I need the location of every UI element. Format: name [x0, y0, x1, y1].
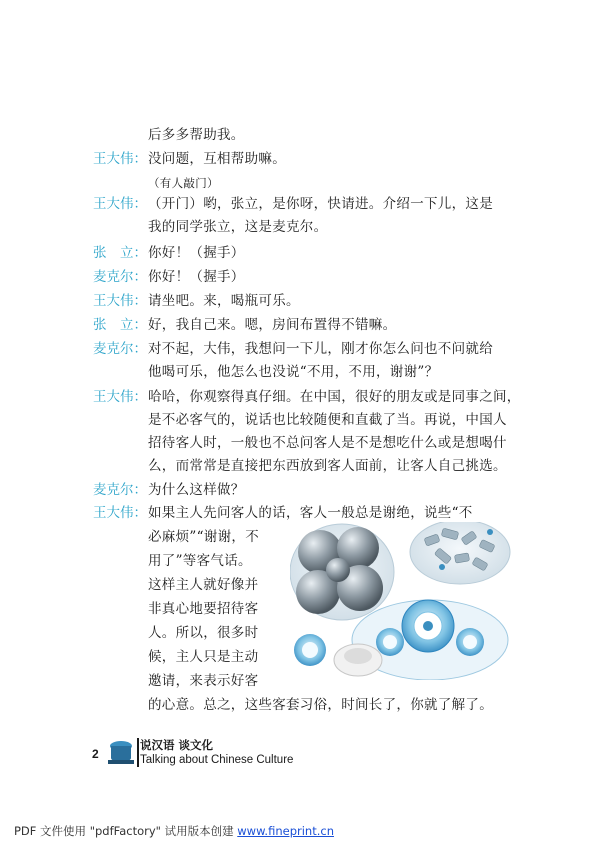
speaker-label: 王大伟：	[93, 293, 147, 309]
dialogue-text: （开门）哟，张立，是你呀，快请进。介绍一下儿，这是	[148, 196, 493, 212]
watermark-text: PDF 文件使用 "pdfFactory" 试用版本创建	[14, 824, 238, 838]
dialogue-text: 这样主人就好像并	[148, 577, 259, 593]
speaker-label: 麦克尔：	[93, 482, 147, 498]
dialogue-text: 么，而常常是直接把东西放到客人面前，让客人自己挑选。	[148, 458, 507, 474]
dialogue-text: 邀请，来表示好客	[148, 673, 259, 689]
dialogue-text: 你好！（握手）	[148, 269, 245, 285]
dialogue-text: 对不起，大伟，我想问一下儿，刚才你怎么问也不问就给	[148, 341, 493, 357]
stage-direction: （有人敲门）	[148, 176, 219, 190]
dialogue-text: 候，主人只是主动	[148, 649, 259, 665]
dialogue-text: 非真心地要招待客	[148, 601, 259, 617]
snacks-tea-image	[290, 522, 512, 680]
dialogue-text: 后多多帮助我。	[148, 127, 245, 143]
book-title-en: Talking about Chinese Culture	[140, 754, 294, 766]
page-number: 2	[92, 747, 99, 761]
watermark-link[interactable]: www.fineprint.cn	[237, 824, 334, 838]
dialogue-text: 人。所以，很多时	[148, 625, 259, 641]
speaker-label: 王大伟：	[93, 196, 147, 212]
speaker-label: 王大伟：	[93, 389, 147, 405]
dialogue-text: 哈哈，你观察得真仔细。在中国，很好的朋友或是同事之间，	[148, 389, 521, 405]
dialogue-text: 是不必客气的，说话也比较随便和直截了当。再说，中国人	[148, 412, 507, 428]
dialogue-text: 如果主人先问客人的话，客人一般总是谢绝，说些“不	[148, 505, 473, 521]
dialogue-text: 你好！（握手）	[148, 245, 245, 261]
speaker-label: 张 立：	[93, 317, 147, 333]
dialogue-text: 招待客人时，一般也不总问客人是不是想吃什么或是想喝什	[148, 435, 507, 451]
dialogue-text: 必麻烦”“谢谢，不	[148, 529, 260, 545]
book-title-cn: 说汉语 谈文化	[140, 738, 214, 752]
dialogue-text: 请坐吧。来，喝瓶可乐。	[148, 293, 300, 309]
dialogue-text: 好，我自己来。嗯，房间布置得不错嘛。	[148, 317, 397, 333]
footer-divider	[137, 738, 139, 767]
snacks-tea-illustration	[290, 522, 512, 680]
dialogue-text: 我的同学张立，这是麦克尔。	[148, 219, 328, 235]
speaker-label: 麦克尔：	[93, 269, 147, 285]
dialogue-text: 他喝可乐，他怎么也没说“不用，不用，谢谢”？	[148, 364, 439, 380]
speaker-label: 张 立：	[93, 245, 147, 261]
dialogue-text: 没问题，互相帮助嘛。	[148, 151, 286, 167]
speaker-label: 麦克尔：	[93, 341, 147, 357]
book-logo-icon	[108, 740, 134, 768]
dialogue-text: 的心意。总之，这些客套习俗，时间长了，你就了解了。	[148, 697, 493, 713]
speaker-label: 王大伟：	[93, 505, 147, 521]
dialogue-text: 为什么这样做？	[148, 482, 245, 498]
dialogue-text: 用了”等客气话。	[148, 553, 252, 569]
speaker-label: 王大伟：	[93, 151, 147, 167]
pdf-watermark	[14, 823, 334, 839]
